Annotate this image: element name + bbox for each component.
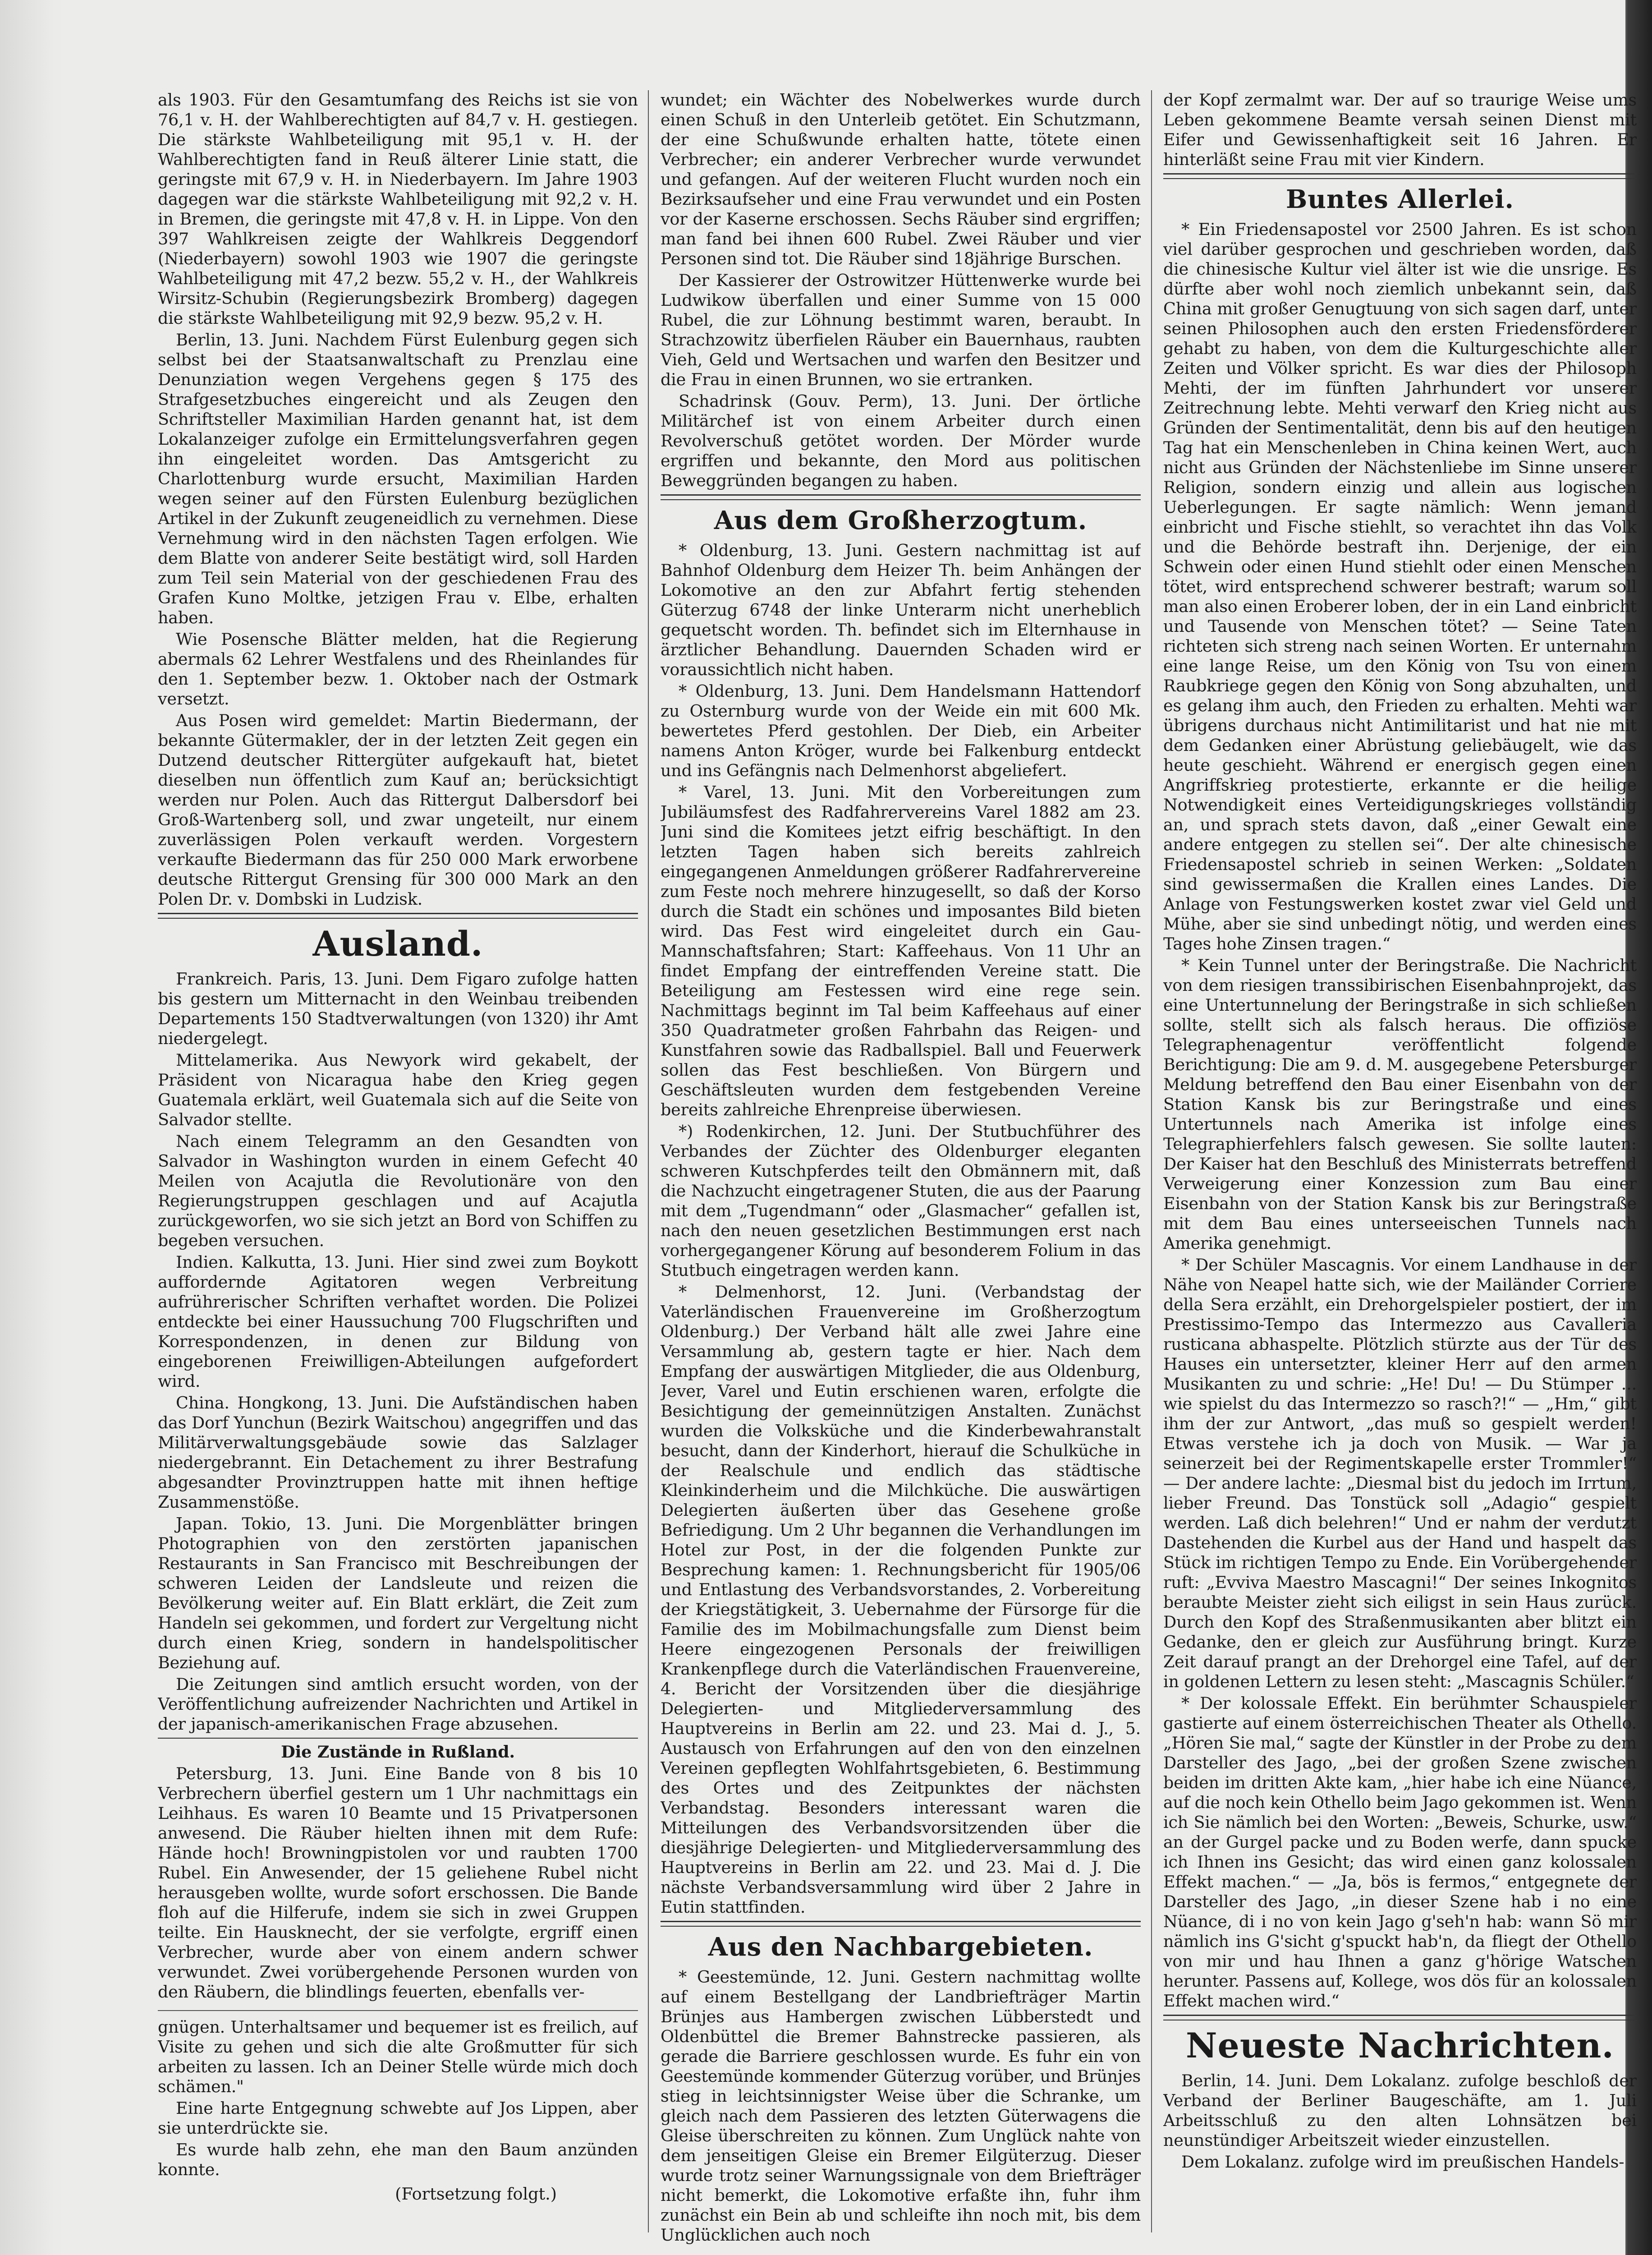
section-rule: [158, 913, 638, 919]
article-paragraph: Nach einem Telegramm an den Gesandten von Salvador in Washington wurden in einem Gefecht 40 Meilen von Acajutla die Revolutionäre von den Regierungstruppen geschlagen und auf Acajutla zurückgeworfen, wo sie sich jetzt an Bord von Schiffen zu begeben versuchen.: [158, 1132, 638, 1250]
section-heading-ausland: Ausland.: [312, 924, 483, 964]
article-paragraph: Petersburg, 13. Juni. Eine Bande von 8 bis 10 Verbrechern überfiel gestern um 1 Uhr nachmittags ein Leihhaus. Es waren 10 Beamte und 15 Privatpersonen anwesend. Die Räuber hielten ihnen mit dem Rufe: Hände hoch! Browningpistolen vor und raubten 1700 Rubel. Ein Anwesender, der 15 geliehene Rubel nicht herausgeben wollte, wurde sofort erschossen. Die Bande floh auf die Hilferufe, indem sie sich in zwei Gruppen teilte. Ein Hausknecht, der sie verfolgte, ergriff einen Verbrecher, wurde aber von einem andern schwer verwundet. Zwei vorübergehende Personen wurden von den Räubern, die blindlings feuerten, ebenfalls ver-: [158, 1764, 638, 2002]
article-paragraph: Schadrinsk (Gouv. Perm), 13. Juni. Der örtliche Militärchef ist von einem Arbeiter durch einen Revolverschuß getötet worden. Der Mörder wurde ergriffen und bekannte, den Mord aus politischen Beweggründen begangen zu haben.: [661, 391, 1141, 490]
article-paragraph: wundet; ein Wächter des Nobelwerkes wurde durch einen Schuß in den Unterleib getötet. Ein Schutzmann, der eine Schußwunde erhalten hatte, tötete einen Verbrecher; ein anderer Verbrecher wurde verwundet und gefangen. Auf der weiteren Flucht wurden noch ein Bezirksaufseher und eine Frau verwundet und ein Posten vor der Kaserne erschossen. Sechs Räuber sind ergriffen; man fand bei ihnen 600 Rubel. Zwei Räuber und vier Personen sind tot. Die Räuber sind 18jährige Burschen.: [661, 90, 1141, 268]
article-paragraph: * Delmenhorst, 12. Juni. (Verbandstag der Vaterländischen Frauenvereine im Großherzogtum Oldenburg.) Der Verband hält alle zwei Jahre eine Versammlung ab, gestern tagte er hier. Nach dem Empfang der auswärtigen Mitglieder, die aus Oldenburg, Jever, Varel und Eutin erschienen waren, erfolgte die Besichtigung der gemeinnützigen Anstalten. Zunächst wurden die Volksküche und die Kinderbewahranstalt besucht, dann der Kinderhort, hierauf die Schulküche in der Realschule und endlich das städtische Kleinkinderheim und die Milchküche. Die auswärtigen Delegierten äußerten über das Gesehene große Befriedigung. Um 2 Uhr begannen die Verhandlungen im Hotel zur Post, in der die folgenden Punkte zur Besprechung kamen: 1. Rechnungsbericht für 1905/06 und Entlastung des Verbandsvorstandes, 2. Vorbereitung der Kriegstätigkeit, 3. Uebernahme der Fürsorge für die Familie des im Mobilmachungsfalle zum Dienst beim Heere eingezogenen Personals der freiwilligen Krankenpflege durch die Vaterländischen Frauenvereine, 4. Bericht der Vorsitzenden über die diesjährige Delegierten- und Mitgliederversammlung des Hauptvereins in Berlin am 22. und 23. Mai d. J., 5. Austausch von Erfahrungen auf den von den einzelnen Vereinen gepflegten Wohlfahrtsgebieten, 6. Bestimmung des Ortes und des Zeitpunktes der nächsten Verbandstag. Besonders interessant waren die Mitteilungen des Verbandsvorsitzenden über die diesjährige Delegierten- und Mitgliederversammlung des Hauptvereins in Berlin am 22. und 23. Mai d. J. Die nächste Verbandsversammlung wird über 2 Jahre in Eutin stattfinden.: [661, 1282, 1141, 1917]
section-heading-allerlei: Buntes Allerlei.: [1285, 184, 1514, 214]
story-paragraph: gnügen. Unterhaltsamer und bequemer ist es freilich, auf Visite zu gehen und sich die alte Großmutter für sich arbeiten zu lassen. Ich an Deiner Stelle würde mich doch schämen.": [158, 2017, 638, 2096]
article-paragraph: * Der Schüler Mascagnis. Vor einem Landhause in der Nähe von Neapel hatte sich, wie der Mailänder Corriere della Sera erzählt, ein Drehorgelspieler postiert, der im Prestissimo-Tempo das Intermezzo aus Cavalleria rusticana abhaspelte. Plötzlich stürzte aus der Tür des Hauses ein untersetzter, kleiner Herr auf den armen Musikanten zu und schrie: „He! Du! — Du Stümper ... wie spielst du das Intermezzo so rasch?!“ — „Hm,“ gibt ihm der zur Antwort, „das muß so gespielt werden! Etwas verstehe ich ja doch von Musik. — War ja seinerzeit bei der Regimentskapelle erster Trommler!“ — Der andere lachte: „Diesmal bist du jedoch im Irrtum, lieber Freund. Das Tonstück soll „Adagio“ gespielt werden. Laß dich belehren!“ Und er nahm der verdutzt Dastehenden die Kurbel aus der Hand und haspelt das Stück im richtigen Tempo zu Ende. Ein Vorübergehender ruft: „Evviva Maestro Mascagni!“ Der seines Inkognitos beraubte Meister zieht sich eiligst in sein Haus zurück. Durch den Kopf des Straßenmusikanten aber blitzt ein Gedanke, den er gleich zur Ausführung bringt. Kurze Zeit darauf prangt an der Drehorgel eine Tafel, auf der in goldenen Lettern zu lesen steht: „Mascagnis Schüler.“: [1163, 1255, 1637, 1691]
section-rule: [661, 1921, 1141, 1927]
section-rule: [1163, 2015, 1637, 2020]
article-paragraph: Aus Posen wird gemeldet: Martin Biedermann, der bekannte Gütermakler, der in der letzten Zeit gegen ein Dutzend deutscher Rittergüter aufgekauft hat, bietet dieselben nun öffentlich zum Kauf an; berücksichtigt werden nur Polen. Auch das Rittergut Dalbersdorf bei Groß-Wartenberg soll, und zwar ungeteilt, nur einem zuverlässigen Polen verkauft werden. Vorgestern verkaufte Biedermann das für 250 000 Mark erworbene deutsche Rittergut Grensing für 300 000 Mark an den Polen Dr. v. Dombski in Ludzisk.: [158, 711, 638, 909]
article-paragraph: Die Zeitungen sind amtlich ersucht worden, von der Veröffentlichung aufreizender Nachrichten und Artikel in der japanisch-amerikanischen Frage abzusehen.: [158, 1675, 638, 1734]
subsection-heading-russland: Die Zustände in Rußland.: [281, 1742, 515, 1762]
article-paragraph: * Oldenburg, 13. Juni. Dem Handelsmann Hattendorf zu Osternburg wurde von der Weide ein mit 600 Mk. bewertetes Pferd gestohlen. Der Dieb, ein Arbeiter namens Anton Kröger, wurde bei Falkenburg entdeckt und ins Gefängnis nach Delmenhorst abgeliefert.: [661, 681, 1141, 780]
story-paragraph: Es wurde halb zehn, ehe man den Baum anzünden konnte.: [158, 2140, 638, 2179]
article-paragraph: als 1903. Für den Gesamtumfang des Reichs ist sie von 76,1 v. H. der Wahlberechtigten auf 84,7 v. H. gestiegen. Die stärkste Wahlbeteiligung mit 95,1 v. H. der Wahlberechtigten fand in Reuß älterer Linie statt, die geringste mit 67,9 v. H. in Niederbayern. Im Jahre 1903 dagegen war die stärkste Wahlbeteiligung mit 92,2 v. H. in Bremen, die geringste mit 47,8 v. H. in Lippe. Von den 397 Wahlkreisen zeigte der Wahlkreis Deggendorf (Niederbayern) sowohl 1903 wie 1907 die geringste Wahlbeteiligung mit 47,2 bezw. 55,2 v. H., der Wahlkreis Wirsitz-Schubin (Regierungsbezirk Bromberg) dagegen die stärkste Wahlbeteiligung mit 92,9 bezw. 95,2 v. H.: [158, 90, 638, 328]
column-divider: [1151, 90, 1152, 2232]
article-paragraph: Frankreich. Paris, 13. Juni. Dem Figaro zufolge hatten bis gestern um Mitternacht in den Weinbau treibenden Departements 150 Stadtverwaltungen (von 1320) ihr Amt niedergelegt.: [158, 969, 638, 1048]
article-paragraph: * Ein Friedensapostel vor 2500 Jahren. Es ist schon viel darüber gesprochen und geschrieben worden, daß die chinesische Kultur viel älter ist wie die unsrige. Es dürfte aber wohl noch ziemlich unbekannt sein, daß China mit großer Genugtuung von sich sagen darf, unter seinen Philosophen auch den ersten Friedensförderer gehabt zu haben, von dem die Kulturgeschichte aller Zeiten und Völker spricht. Es war dies der Philosoph Mehti, der im fünften Jahrhundert vor unserer Zeitrechnung lebte. Mehti verwarf den Krieg nicht aus Gründen der Sentimentalität, denn bis auf den heutigen Tag hat ein Menschenleben in China keinen Wert, auch nicht aus Gründen der Nächstenliebe im Sinne unserer Religion, sondern einzig und allein aus logischen Ueberlegungen. Er sagte nämlich: Wenn jemand einbricht und Fische stiehlt, so verachtet ihn das Volk und die Behörde bestraft ihn. Derjenige, der ein Schwein oder einen Hund stiehlt oder einen Menschen tötet, wird entsprechend schwerer bestraft; warum soll man also einen Eroberer loben, der in ein Land einbricht und Tausende von Menschen tötet? — Seine Taten richteten sich streng nach seinen Worten. Er unternahm eine lange Reise, um den König von Tsu von einem Raubkriege gegen den König von Song abzuhalten, und es gelang ihm auch, den Frieden zu erhalten. Mehti war übrigens durchaus nicht Antimilitarist und hat nie mit dem Gedanken einer Abrüstung geliebäugelt, wie das heute geschieht. Während er energisch gegen einen Angriffskrieg protestierte, erkannte er die heilige Notwendigkeit eines Verteidigungskrieges vollständig an, und sprach stets davon, daß „einer Gewalt eine andere entgegen zu stellen sei“. Der alte chinesische Friedensapostel schrieb in seinen Werken: „Soldaten sind gewissermaßen die Krallen eines Landes. Die Anlage von Festungswerken kostet zwar viel Geld und Mühe, aber sie sind unbedingt nötig, und werden eines Tages hohe Zinsen tragen.“: [1163, 220, 1637, 953]
column-2: [661, 90, 1141, 2255]
feuilleton-rule: [158, 2010, 638, 2011]
column-3: [1163, 90, 1637, 2255]
section-heading-nachbargebiete: Aus den Nachbargebieten.: [708, 1932, 1093, 1962]
article-paragraph: * Oldenburg, 13. Juni. Gestern nachmittag ist auf Bahnhof Oldenburg dem Heizer Th. beim Anhängen der Lokomotive an den zur Abfahrt fertig stehenden Güterzug 6748 der linke Unterarm nicht unerheblich gequetscht worden. Th. befindet sich im Elternhause in ärztlicher Behandlung. Dauernden Schaden wird er voraussichtlich nicht haben.: [661, 541, 1141, 679]
article-paragraph: * Kein Tunnel unter der Beringstraße. Die Nachricht von dem riesigen transsibirischen Eisenbahnprojekt, das eine Untertunnelung der Beringstraße in sich schließen sollte, stellt sich als falsch heraus. Die offiziöse Telegraphenagentur veröffentlicht folgende Berichtigung: Die am 9. d. M. ausgegebene Petersburger Meldung betreffend den Bau einer Eisenbahn von der Station Kansk bis zur Beringstraße und eines Untertunnels nach Amerika ist infolge eines Telegraphierfehlers falsch gewesen. Sie sollte lauten: Der Kaiser hat den Beschluß des Ministerrats betreffend Verweigerung einer Konzession zum Bau einer Eisenbahn von der Station Kansk bis zur Beringstraße mit dem Bau eines unterseeischen Tunnels nach Amerika genehmigt.: [1163, 956, 1637, 1253]
section-heading-neueste-nachrichten: Neueste Nachrichten.: [1186, 2025, 1614, 2066]
subsection-rule: [158, 1738, 638, 1739]
article-paragraph: Berlin, 14. Juni. Dem Lokalanz. zufolge beschloß der Verband der Berliner Baugeschäfte, am 1. Juli Arbeitsschluß zu den alten Lohnsätzen bei neunstündiger Arbeitszeit wieder einzustellen.: [1163, 2071, 1637, 2150]
article-paragraph: China. Hongkong, 13. Juni. Die Aufständischen haben das Dorf Yunchun (Bezirk Waitschou) angegriffen und das Militärverwaltungsgebäude sowie das Salzlager niedergebrannt. Ein Detachement zu ihrer Bestrafung abgesandter Provinztruppen hatte mit ihnen heftige Zusammenstöße.: [158, 1393, 638, 1512]
story-paragraph: Eine harte Entgegnung schwebte auf Jos Lippen, aber sie unterdrückte sie.: [158, 2099, 638, 2138]
article-paragraph: * Varel, 13. Juni. Mit den Vorbereitungen zum Jubiläumsfest des Radfahrervereins Varel 1882 am 23. Juni sind die Komitees jetzt eifrig beschäftigt. In den letzten Tagen haben sich bereits zahlreich eingegangenen Anmeldungen größerer Radfahrervereine zum Feste noch mehrere hinzugesellt, so daß der Korso durch die Stadt ein schönes und imposantes Bild bieten wird. Das Fest wird eingeleitet durch ein Gau-Mannschaftsfahren; Start: Kaffeehaus. Von 11 Uhr an findet Empfang der eintreffenden Vereine statt. Die Beteiligung am Festessen wird eine rege sein. Nachmittags beginnt im Tal beim Kaffeehaus auf einer 350 Quadratmeter großen Fahrbahn das Reigen- und Kunstfahren sowie das Radballspiel. Ball und Feuerwerk sollen das Fest beschließen. Von Bürgern und Geschäftsleuten wurden dem festgebenden Vereine bereits zahlreiche Ehrenpreise überwiesen.: [661, 782, 1141, 1119]
section-rule: [661, 494, 1141, 500]
article-paragraph: Japan. Tokio, 13. Juni. Die Morgenblätter bringen Photographien von den zerstörten japanischen Restaurants in San Francisco mit Beschreibungen der schweren Leiden der Landsleute und reizen die Bevölkerung weiter auf. Ein Blatt erklärt, die Zeit zum Handeln sei gekommen, und fordert zur Vergeltung nicht durch einen Krieg, sondern in handelspolitischer Beziehung auf.: [158, 1514, 638, 1672]
article-paragraph: Berlin, 13. Juni. Nachdem Fürst Eulenburg gegen sich selbst bei der Staatsanwaltschaft zu Prenzlau eine Denunziation wegen Vergehens gegen § 175 des Strafgesetzbuches eingereicht und als Zeugen den Schriftsteller Maximilian Harden genannt hat, ist dem Lokalanzeiger zufolge ein Ermittelungsverfahren gegen ihn eingeleitet worden. Das Amtsgericht zu Charlottenburg wurde ersucht, Maximilian Harden wegen seiner auf den Fürsten Eulenburg bezüglichen Artikel in der Zukunft zeugeneidlich zu vernehmen. Diese Vernehmung wird in den nächsten Tagen erfolgen. Wie dem Blatte von anderer Seite bestätigt wird, soll Harden zum Teil sein Material von der geschiedenen Frau des Grafen Kuno Moltke, jetzigen Frau v. Elbe, erhalten haben.: [158, 330, 638, 627]
section-heading-grossherzogtum: Aus dem Großherzogtum.: [714, 506, 1088, 535]
column-1: [158, 90, 638, 2255]
article-paragraph: Indien. Kalkutta, 13. Juni. Hier sind zwei zum Boykott auffordernde Agitatoren wegen Verbreitung aufrührerischer Schriften verhaftet worden. Die Polizei entdeckte bei einer Haussuchung 700 Flugschriften und Korrespondenzen, in denen zur Bildung von eingeborenen Freiwilligen-Abteilungen aufgefordert wird.: [158, 1252, 638, 1391]
article-paragraph: Mittelamerika. Aus Newyork wird gekabelt, der Präsident von Nicaragua habe den Krieg gegen Guatemala erklärt, weil Guatemala sich auf die Seite von Salvador stellte.: [158, 1050, 638, 1129]
article-paragraph: * Der kolossale Effekt. Ein berühmter Schauspieler gastierte auf einem österreichischen Theater als Othello. „Hören Sie mal,“ sagte der Künstler in der Probe zu dem Darsteller des Jago, „bei der großen Szene zwischen beiden im dritten Akte kam, „hier habe ich eine Nüance, auf die noch kein Othello beim Jago gekommen ist. Wenn ich Sie nämlich bei den Worten: „Beweis, Schurke, usw.“ an der Gurgel packe und zu Boden werfe, dann spucke ich Ihnen ins Gesicht; das wird einen ganz kolossalen Effekt machen.“ — „Ja, bös is fermos,“ entgegnete der Darsteller des Jago, „in dieser Szene hab i no eine Nüance, di i no von kein Jago g'seh'n hab: wann Sö mir nämlich ins G'sicht g'spuckt hab'n, da fliegt der Othello von mir und hau Ihnen a ganz g'hörige Watschen herunter. Passens auf, Kollege, wos dös für an kolossalen Effekt machen wird.“: [1163, 1694, 1637, 2011]
newspaper-page: [61, 0, 1637, 2255]
article-paragraph: Dem Lokalanz. zufolge wird im preußischen Handels-: [1181, 2152, 1624, 2172]
article-paragraph: * Geestemünde, 12. Juni. Gestern nachmittag wollte auf einem Bestellgang der Landbriefträger Martin Brünjes aus Hambergen zwischen Lübberstedt und Oldenbüttel die Bremer Bahnstrecke passieren, als gerade die Barriere geschlossen wurde. Es fuhr ein von Geestemünde kommender Güterzug vorüber, und Brünjes stieg in leichtsinnigster Weise über die Schranke, um gleich nach dem Passieren des letzten Güterwagens die Gleise überschreiten zu können. Zum Unglück nahte von dem jenseitigen Gleise ein Bremer Eilgüterzug. Dieser wurde trotz seiner Warnungssignale von dem Briefträger nicht bemerkt, die Lokomotive erfaßte ihn, fuhr ihm zunächst ein Bein ab und schleifte ihn noch mit, bis dem Unglücklichen auch noch: [661, 1967, 1141, 2245]
section-rule: [1163, 173, 1637, 179]
article-paragraph: Wie Posensche Blätter melden, hat die Regierung abermals 62 Lehrer Westfalens und des Rheinlandes für den 1. September bezw. 1. Oktober nach der Ostmark versetzt.: [158, 630, 638, 709]
continued-note: (Fortsetzung folgt.): [395, 2184, 557, 2204]
column-divider: [648, 90, 649, 2232]
article-paragraph: der Kopf zermalmt war. Der auf so traurige Weise ums Leben gekommene Beamte versah seinen Dienst mit Eifer und Gewissenhaftigkeit seit 16 Jahren. Er hinterläßt seine Frau mit vier Kindern.: [1163, 90, 1637, 169]
article-paragraph: *) Rodenkirchen, 12. Juni. Der Stutbuchführer des Verbandes der Züchter des Oldenburger eleganten schweren Kutschpferdes teilt den Obmännern mit, daß die Nachzucht eingetragener Stuten, die aus der Paarung mit dem „Tugendmann“ oder „Glasmacher“ gefallen ist, nach den neuen gesetzlichen Bestimmungen erst nach vorhergegangener Körung auf besonderem Folium in das Stutbuch eingetragen werden kann.: [661, 1122, 1141, 1280]
article-paragraph: Der Kassierer der Ostrowitzer Hüttenwerke wurde bei Ludwikow überfallen und einer Summe von 15 000 Rubel, die zur Löhnung bestimmt waren, beraubt. In Strachzowitz überfielen Räuber ein Bauernhaus, raubten Vieh, Geld und Wertsachen und warfen den Besitzer und die Frau in einen Brunnen, wo sie ertranken.: [661, 271, 1141, 389]
